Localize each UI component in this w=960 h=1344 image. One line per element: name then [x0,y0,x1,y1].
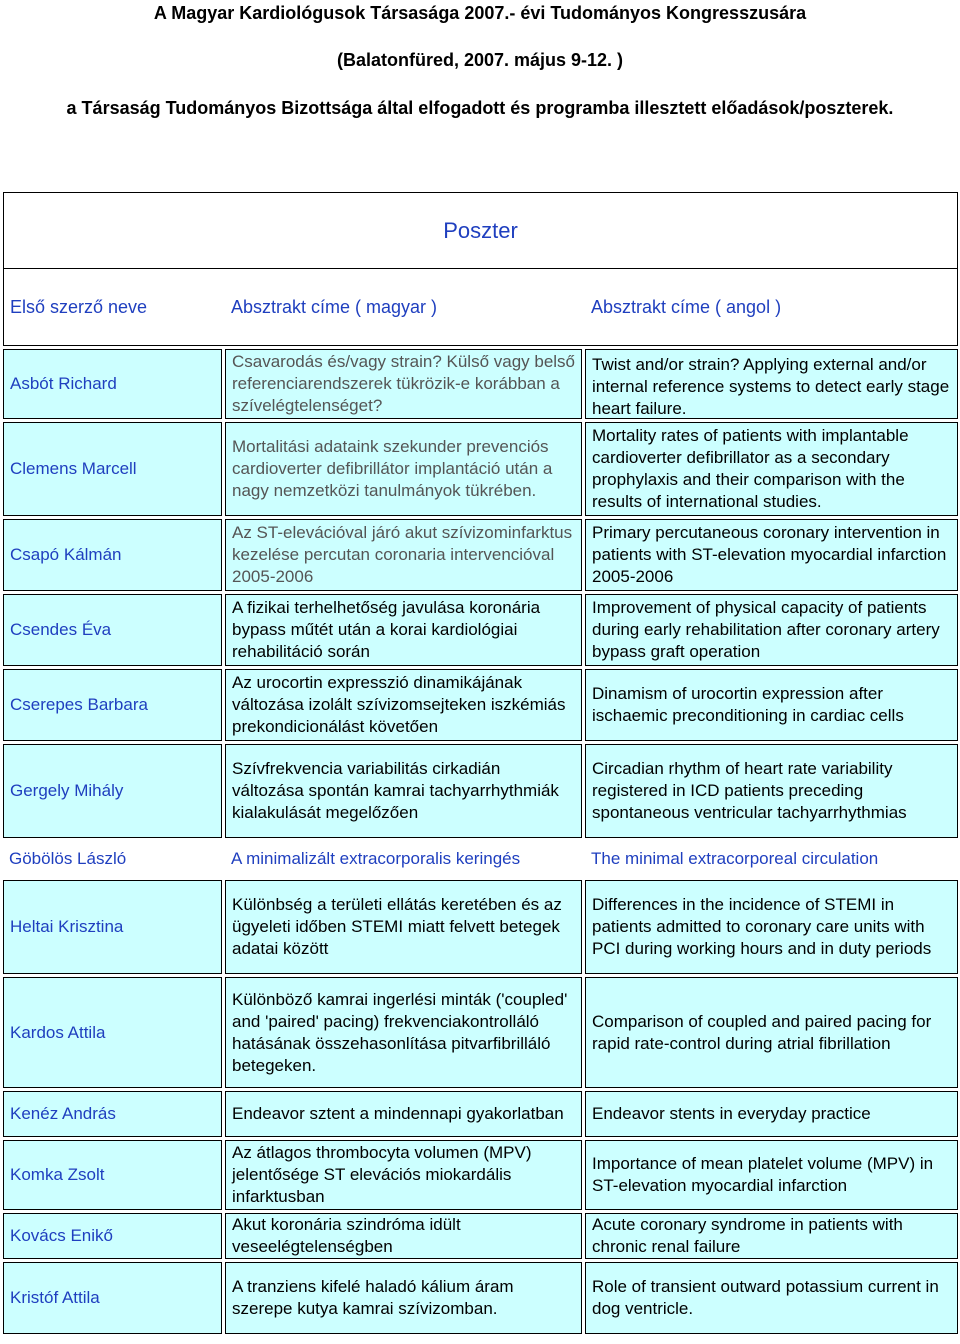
table-row [3,880,958,974]
author-cell: Kenéz András [3,1091,222,1137]
hungarian-title-cell: Szívfrekvencia variabilitás cirkadián változása spontán kamrai tachyarrhythmiák kialakulását megelőzően [225,744,582,838]
english-title-cell: Circadian rhythm of heart rate variability registered in ICD patients preceding spontaneous ventricular tachyarrhythmias [585,744,958,838]
author-cell: Göbölös László [3,844,222,874]
header-line-2: (Balatonfüred, 2007. május 9-12. ) [336,50,624,70]
author-cell: Cserepes Barbara [3,669,222,741]
hungarian-title-cell: Az urocortin expresszió dinamikájának változása izolált szívizomsejteken iszkémiás prekondicionálást követően [225,669,582,741]
author-cell: Kovács Enikő [3,1213,222,1259]
author-cell: Gergely Mihály [3,744,222,838]
table-row [3,1262,958,1334]
column-header-row [3,269,958,346]
author-cell: Kristóf Attila [3,1262,222,1334]
table-row [3,422,958,516]
english-title-cell: Primary percutaneous coronary intervention in patients with ST-elevation myocardial infarction 2005-2006 [585,519,958,591]
hungarian-title-cell: Különbség a területi ellátás keretében és az ügyeleti időben STEMI miatt felvett betegek adatai között [225,880,582,974]
table-row [3,669,958,741]
column-header-english-title: Absztrakt címe ( angol ) [591,297,782,317]
hungarian-title-cell: A tranziens kifelé haladó kálium áram szerepe kutya kamrai szívizomban. [225,1262,582,1334]
table-row [3,844,958,874]
author-cell: Csapó Kálmán [3,519,222,591]
table-row [3,977,958,1088]
header-line-3: a Társaság Tudományos Bizottsága által elfogadott és programba illesztett előadások/poszterek. [66,98,894,118]
english-title-cell: Endeavor stents in everyday practice [585,1091,958,1137]
hungarian-title-cell: Akut koronária szindróma idült veseelégtelenségben [225,1213,582,1259]
author-cell: Komka Zsolt [3,1140,222,1210]
column-header-author: Első szerző neve [10,297,148,317]
english-title-cell: Twist and/or strain? Applying external and/or internal reference systems to detect early stage heart failure. [585,349,958,419]
author-cell: Kardos Attila [3,977,222,1088]
hungarian-title-cell: Csavarodás és/vagy strain? Külső vagy belső referenciarendszerek tükrözik-e korábban a szívelégtelenséget? [225,349,582,419]
table-row [3,744,958,838]
english-title-cell: Importance of mean platelet volume (MPV) in ST-elevation myocardial infarction [585,1140,958,1210]
author-cell: Csendes Éva [3,594,222,666]
english-title-cell: Acute coronary syndrome in patients with chronic renal failure [585,1213,958,1259]
table-title: Poszter [3,192,958,269]
author-cell: Asbót Richard [3,349,222,419]
english-title-cell: Mortality rates of patients with implantable cardioverter defibrillator as a secondary prophylaxis and their comparison with the results of international studies. [585,422,958,516]
table-row [3,349,958,419]
hungarian-title-cell: Az átlagos thrombocyta volumen (MPV) jelentősége ST elevációs miokardális infarktusban [225,1140,582,1210]
hungarian-title-cell: Különböző kamrai ingerlési minták ('coupled' and 'paired' pacing) frekvenciakontrolláló hatásának összehasonlítása pitvarfibrilláló betegeken. [225,977,582,1088]
hungarian-title-cell: A minimalizált extracorporalis keringés [225,844,582,874]
english-title-cell: Differences in the incidence of STEMI in patients admitted to coronary care units with PCI during working hours and in duty periods [585,880,958,974]
column-header-hungarian-title: Absztrakt címe ( magyar ) [231,297,438,317]
hungarian-title-cell: Endeavor sztent a mindennapi gyakorlatban [225,1091,582,1137]
english-title-cell: Improvement of physical capacity of patients during early rehabilitation after coronary artery bypass graft operation [585,594,958,666]
table-row [3,519,958,591]
author-cell: Clemens Marcell [3,422,222,516]
hungarian-title-cell: Az ST-elevációval járó akut szívizominfarktus kezelése percutan coronaria intervencióval 2005-2006 [225,519,582,591]
english-title-cell: Comparison of coupled and paired pacing for rapid rate-control during atrial fibrillation [585,977,958,1088]
table-row [3,1213,958,1259]
english-title-cell: Dinamism of urocortin expression after ischaemic preconditioning in cardiac cells [585,669,958,741]
english-title-cell: Role of transient outward potassium current in dog ventricle. [585,1262,958,1334]
author-cell: Heltai Krisztina [3,880,222,974]
table-row [3,594,958,666]
hungarian-title-cell: Mortalitási adataink szekunder prevenciós cardioverter defibrillátor implantáció után a nagy nemzetközi tanulmányok tükrében. [225,422,582,516]
header-line-1: A Magyar Kardiológusok Társasága 2007.- évi Tudományos Kongresszusára [153,3,807,23]
table-row [3,1091,958,1137]
table-row [3,1140,958,1210]
english-title-cell: The minimal extracorporeal circulation [585,844,958,874]
hungarian-title-cell: A fizikai terhelhetőség javulása koronária bypass műtét után a korai kardiológiai rehabilitáció során [225,594,582,666]
